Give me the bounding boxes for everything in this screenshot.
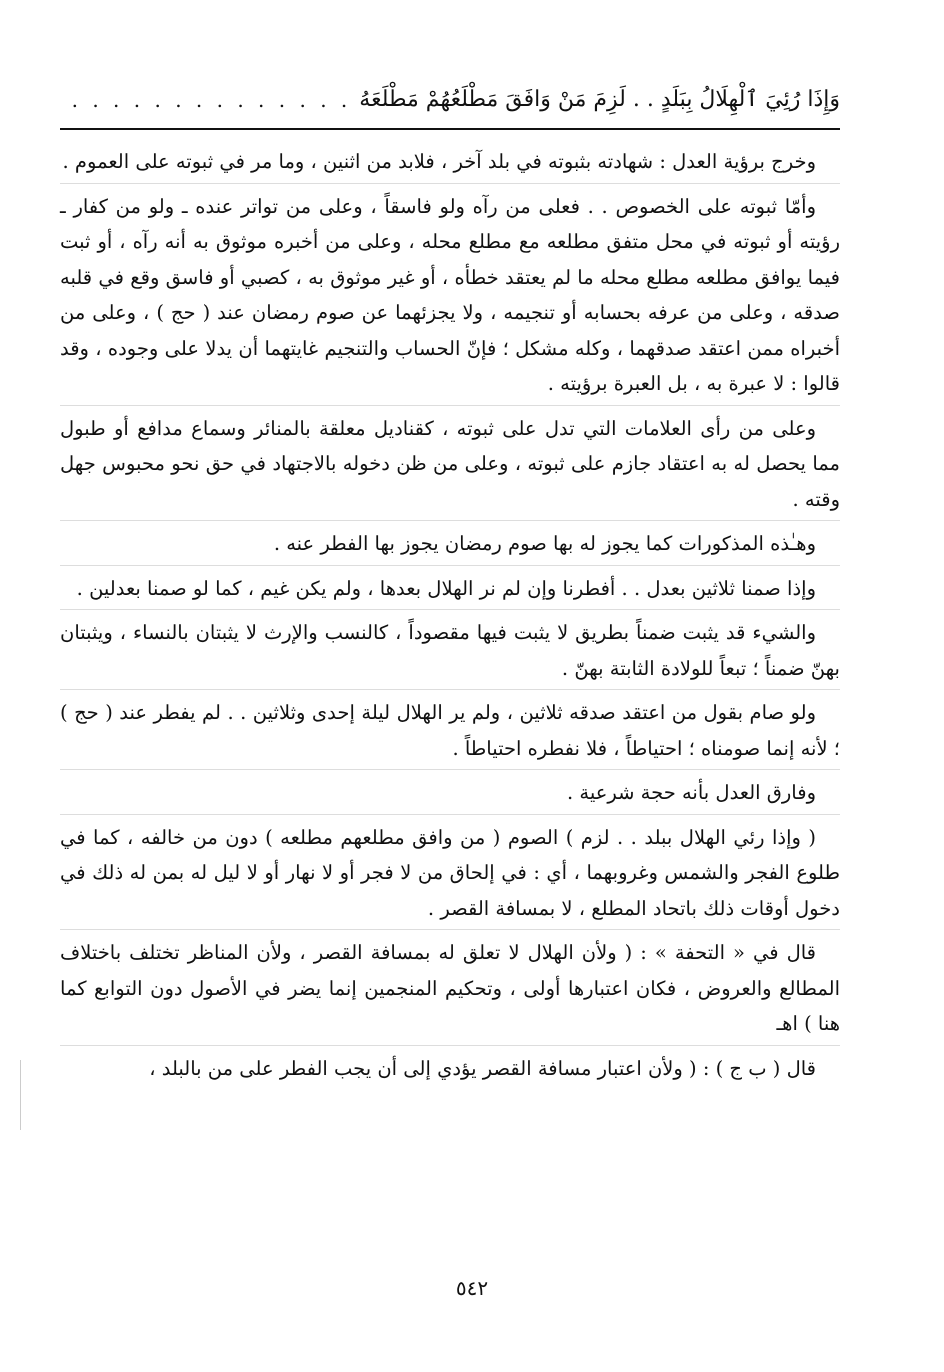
paragraph: قال في « التحفة » : ( ولأن الهلال لا تعلق له بمسافة القصر ، ولأن المناظر تختلف باختلاف المطالع والعروض ، فكان اعتبارها أولى ، وتحكيم المنجمين إنما يضر في الأصول دون التوابع كما هنا ) اهـ: [60, 935, 840, 1046]
paragraph: وعلى من رأى العلامات التي تدل على ثبوته ، كقناديل معلقة بالمنائر وسماع مدافع أو طبول مما يحصل له به اعتقاد جازم على ثبوته ، وعلى من ظن دخوله بالاجتهاد في حق نحو محبوس جهل وقته .: [60, 411, 840, 522]
page-number: ٥٤٢: [455, 1276, 489, 1300]
leader-dots: . . . . . . . . . . . . . .: [71, 88, 352, 112]
paragraph: وخرج برؤية العدل : شهادته بثبوته في بلد آخر ، فلابد من اثنين ، وما مر في ثبوته على العموم .: [60, 144, 840, 184]
paragraph: قال ( ب ج ) : ( ولأن اعتبار مسافة القصر يؤدي إلى أن يجب الفطر على من بالبلد ،: [149, 1056, 816, 1080]
document-page: [60, 60, 840, 1094]
paragraph: وهـٰذه المذكورات كما يجوز له بها صوم رمضان يجوز بها الفطر عنه .: [60, 526, 840, 566]
paragraph: ولو صام بقول من اعتقد صدقه ثلاثين ، ولم ير الهلال ليلة إحدى وثلاثين . . لم يفطر عند ( حج ) ؛ لأنه إنما صومناه ؛ احتياطاً ، فلا نفطره احتياطاً .: [60, 695, 840, 770]
scan-edge-mark: [20, 1060, 21, 1130]
running-head-text: وَإِذَا رُئِيَ ٱلْهِلَالُ بِبَلَدٍ . . لَزِمَ مَنْ وَافَقَ مَطْلَعُهُمْ مَطْلَعَهُ: [359, 87, 840, 112]
running-header: [60, 60, 840, 130]
paragraph: وفارق العدل بأنه حجة شرعية .: [60, 775, 840, 815]
page-body: [60, 144, 840, 1089]
paragraph: وإذا صمنا ثلاثين بعدل . . أفطرنا وإن لم نر الهلال بعدها ، ولم يكن غيم ، كما لو صمنا بعدلين .: [60, 571, 840, 611]
paragraph: والشيء قد يثبت ضمناً بطريق لا يثبت فيها مقصوداً ، كالنسب والإرث لا يثبتان بالنساء ، ويثبتان بهنّ ضمناً ؛ تبعاً للولادة الثابتة بهنّ .: [60, 615, 840, 690]
paragraph: ( وإذا رئي الهلال ببلد . . لزم ) الصوم ( من وافق مطلعهم مطلعه ) دون من خالفه ، كما في طلوع الفجر والشمس وغروبهما ، أي : في إلحاق من لا فجر أو لا نهار أو لا ليل له بمن له ذلك في دخول أوقات ذلك باتحاد المطلع ، لا بمسافة القصر .: [60, 820, 840, 931]
paragraph: وأمّا ثبوته على الخصوص . . فعلى من رآه ولو فاسقاً ، وعلى من تواتر عنده ـ ولو من كفار ـ رؤيته أو ثبوته في محل متفق مطلعه مع مطلع محله ، وعلى من أخبره موثوق به أنه رآه ، أو ثبت فيما يوافق مطلعه مطلع محله ما لم يعتقد خطأه ، أو غير موثوق به ، كصبي أو فاسق وقع في قلبه صدقه ، وعلى من عرفه بحسابه أو تنجيمه ، ولا يجزئهما عن صوم رمضان عند ( حج ) ، وعلى من أخبراه ممن اعتقد صدقهما ، وكله مشكل ؛ فإنّ الحساب والتنجيم غايتهما أن يدلا على وجوده ، وقد قالوا : لا عبرة به ، بل العبرة برؤيته .: [60, 189, 840, 406]
